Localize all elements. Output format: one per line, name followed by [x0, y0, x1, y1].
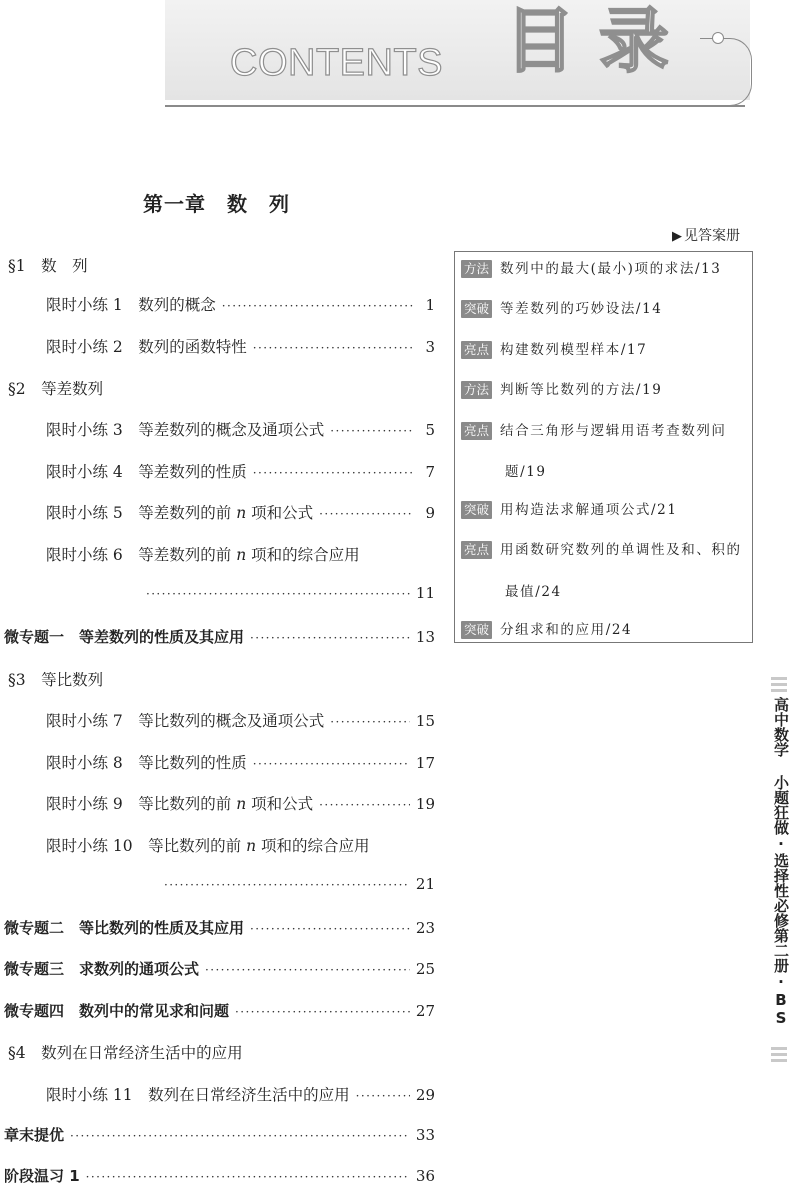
toc-leader-dots [70, 1129, 410, 1143]
answer-ref-item-cont: 题/19 [505, 464, 547, 480]
toc-leader-dots [222, 299, 413, 313]
section-4-heading[interactable]: §4 数列在日常经济生活中的应用 [8, 1044, 243, 1062]
toc-entry-3[interactable] [46, 418, 435, 442]
tag-badge: 突破 [461, 300, 492, 318]
toc-entry-11[interactable] [46, 1083, 435, 1107]
toc-leader-dots [250, 631, 410, 645]
toc-entry-label: 阶段温习 1 [4, 1167, 80, 1185]
toc-page-number: 5 [425, 421, 435, 439]
toc-entry-label: 微专题四 数列中的常见求和问题 [4, 1002, 230, 1020]
toc-entry-8[interactable] [46, 751, 435, 775]
tag-badge: 方法 [461, 260, 492, 278]
header-underline [165, 105, 745, 107]
toc-page-number: 17 [415, 754, 435, 772]
tag-badge: 亮点 [461, 341, 492, 359]
toc-entry-label: 限时小练 7 等比数列的概念及通项公式 [46, 712, 325, 730]
toc-entry-10-label[interactable]: 限时小练 10 等比数列的前 n 项和的综合应用 [46, 837, 370, 855]
toc-entry-2[interactable] [46, 335, 435, 359]
triangle-right-icon: ▶ [672, 229, 682, 244]
toc-page-number: 15 [415, 712, 435, 730]
toc-entry-9[interactable] [46, 792, 435, 816]
header-curve [700, 38, 752, 106]
toc-entry-label: 限时小练 5 等差数列的前 n 项和公式 [46, 504, 314, 522]
section-3-heading[interactable]: §3 等比数列 [8, 671, 104, 689]
header-contents-text: CONTENTS [230, 42, 443, 84]
toc-entry-label: 限时小练 3 等差数列的概念及通项公式 [46, 421, 325, 439]
answer-ref-item[interactable]: 方法 判断等比数列的方法/19 [461, 380, 662, 400]
toc-entry-label: 微专题二 等比数列的性质及其应用 [4, 919, 245, 937]
toc-page-number: 1 [425, 296, 435, 314]
toc-entry-label: 限时小练 11 数列在日常经济生活中的应用 [46, 1086, 350, 1104]
toc-leader-dots [319, 798, 410, 812]
toc-page-number: 11 [415, 584, 435, 602]
toc-micro-topic-1[interactable] [4, 626, 435, 650]
toc-entry-label: 限时小练 9 等比数列的前 n 项和公式 [46, 795, 314, 813]
side-bars-bottom [771, 1047, 787, 1065]
toc-entry-1[interactable] [46, 293, 435, 317]
toc-page-number: 33 [415, 1126, 435, 1144]
toc-entry-label: 章末提优 [4, 1126, 65, 1144]
section-1-heading[interactable]: §1 数 列 [8, 257, 88, 275]
toc-entry-label: 限时小练 1 数列的概念 [46, 296, 216, 314]
tag-badge: 亮点 [461, 541, 492, 559]
toc-leader-dots [319, 507, 413, 521]
toc-leader-dots [356, 1089, 410, 1103]
toc-micro-topic-3[interactable] [4, 958, 435, 982]
tag-badge: 突破 [461, 621, 492, 639]
toc-page-number: 29 [415, 1086, 435, 1104]
toc-leader-dots [205, 963, 410, 977]
toc-leader-dots [146, 587, 410, 601]
tag-badge: 方法 [461, 381, 492, 399]
toc-page-number: 36 [415, 1167, 435, 1185]
toc-entry-6-label[interactable]: 限时小练 6 等差数列的前 n 项和的综合应用 [46, 546, 360, 564]
toc-page-number: 19 [415, 795, 435, 813]
tag-badge: 突破 [461, 501, 492, 519]
toc-leader-dots [250, 922, 410, 936]
answer-ref-item[interactable]: 突破 等差数列的巧妙设法/14 [461, 299, 662, 319]
toc-leader-dots [86, 1170, 410, 1184]
toc-entry-label: 限时小练 4 等差数列的性质 [46, 463, 247, 481]
toc-page-number: 21 [415, 875, 435, 893]
toc-entry-7[interactable] [46, 709, 435, 733]
answer-ref-item[interactable]: 亮点 结合三角形与逻辑用语考查数列问 [461, 421, 727, 441]
toc-leader-dots [330, 424, 413, 438]
toc-page-number: 25 [415, 960, 435, 978]
toc-entry-4[interactable] [46, 460, 435, 484]
header-mulu-text: 目录 [505, 0, 693, 82]
toc-page-number: 27 [415, 1002, 435, 1020]
toc-leader-dots [253, 757, 410, 771]
toc-page-number: 13 [415, 628, 435, 646]
toc-entry-10[interactable] [164, 875, 435, 899]
answer-ref-item[interactable]: 亮点 构建数列模型样本/17 [461, 340, 647, 360]
answer-ref-item[interactable]: 方法 数列中的最大(最小)项的求法/13 [461, 259, 721, 279]
toc-leader-dots [253, 341, 413, 355]
side-bars-top [771, 677, 787, 695]
toc-leader-dots [164, 878, 410, 892]
toc-entry-label: 微专题三 求数列的通项公式 [4, 960, 200, 978]
toc-entry-label: 限时小练 8 等比数列的性质 [46, 754, 247, 772]
side-book-title: 高中数学 小题狂做·选择性必修第二册·BS [772, 697, 790, 1027]
header-ring-icon [712, 32, 724, 44]
toc-chapter-review[interactable] [4, 1124, 435, 1148]
toc-leader-dots [235, 1005, 410, 1019]
toc-entry-label: 限时小练 2 数列的函数特性 [46, 338, 247, 356]
toc-micro-topic-4[interactable] [4, 1000, 435, 1024]
answer-ref-item[interactable]: 突破 用构造法求解通项公式/21 [461, 500, 678, 520]
toc-page-number: 3 [425, 338, 435, 356]
toc-leader-dots [253, 466, 413, 480]
toc-leader-dots [330, 715, 410, 729]
answer-ref-item-cont: 最值/24 [505, 584, 562, 600]
tag-badge: 亮点 [461, 422, 492, 440]
section-2-heading[interactable]: §2 等差数列 [8, 380, 104, 398]
answer-ref-heading: ▶ 见答案册 [672, 228, 740, 244]
toc-entry-5[interactable] [46, 501, 435, 525]
answer-ref-item[interactable]: 突破 分组求和的应用/24 [461, 620, 632, 640]
toc-page-number: 7 [425, 463, 435, 481]
toc-entry-label: 微专题一 等差数列的性质及其应用 [4, 628, 245, 646]
toc-micro-topic-2[interactable] [4, 917, 435, 941]
toc-entry-6[interactable] [146, 584, 435, 608]
answer-ref-item[interactable]: 亮点 用函数研究数列的单调性及和、积的 [461, 540, 742, 560]
toc-page-number: 23 [415, 919, 435, 937]
chapter-title: 第一章 数 列 [143, 192, 290, 216]
toc-stage-review[interactable] [4, 1165, 435, 1189]
toc-page-number: 9 [425, 504, 435, 522]
